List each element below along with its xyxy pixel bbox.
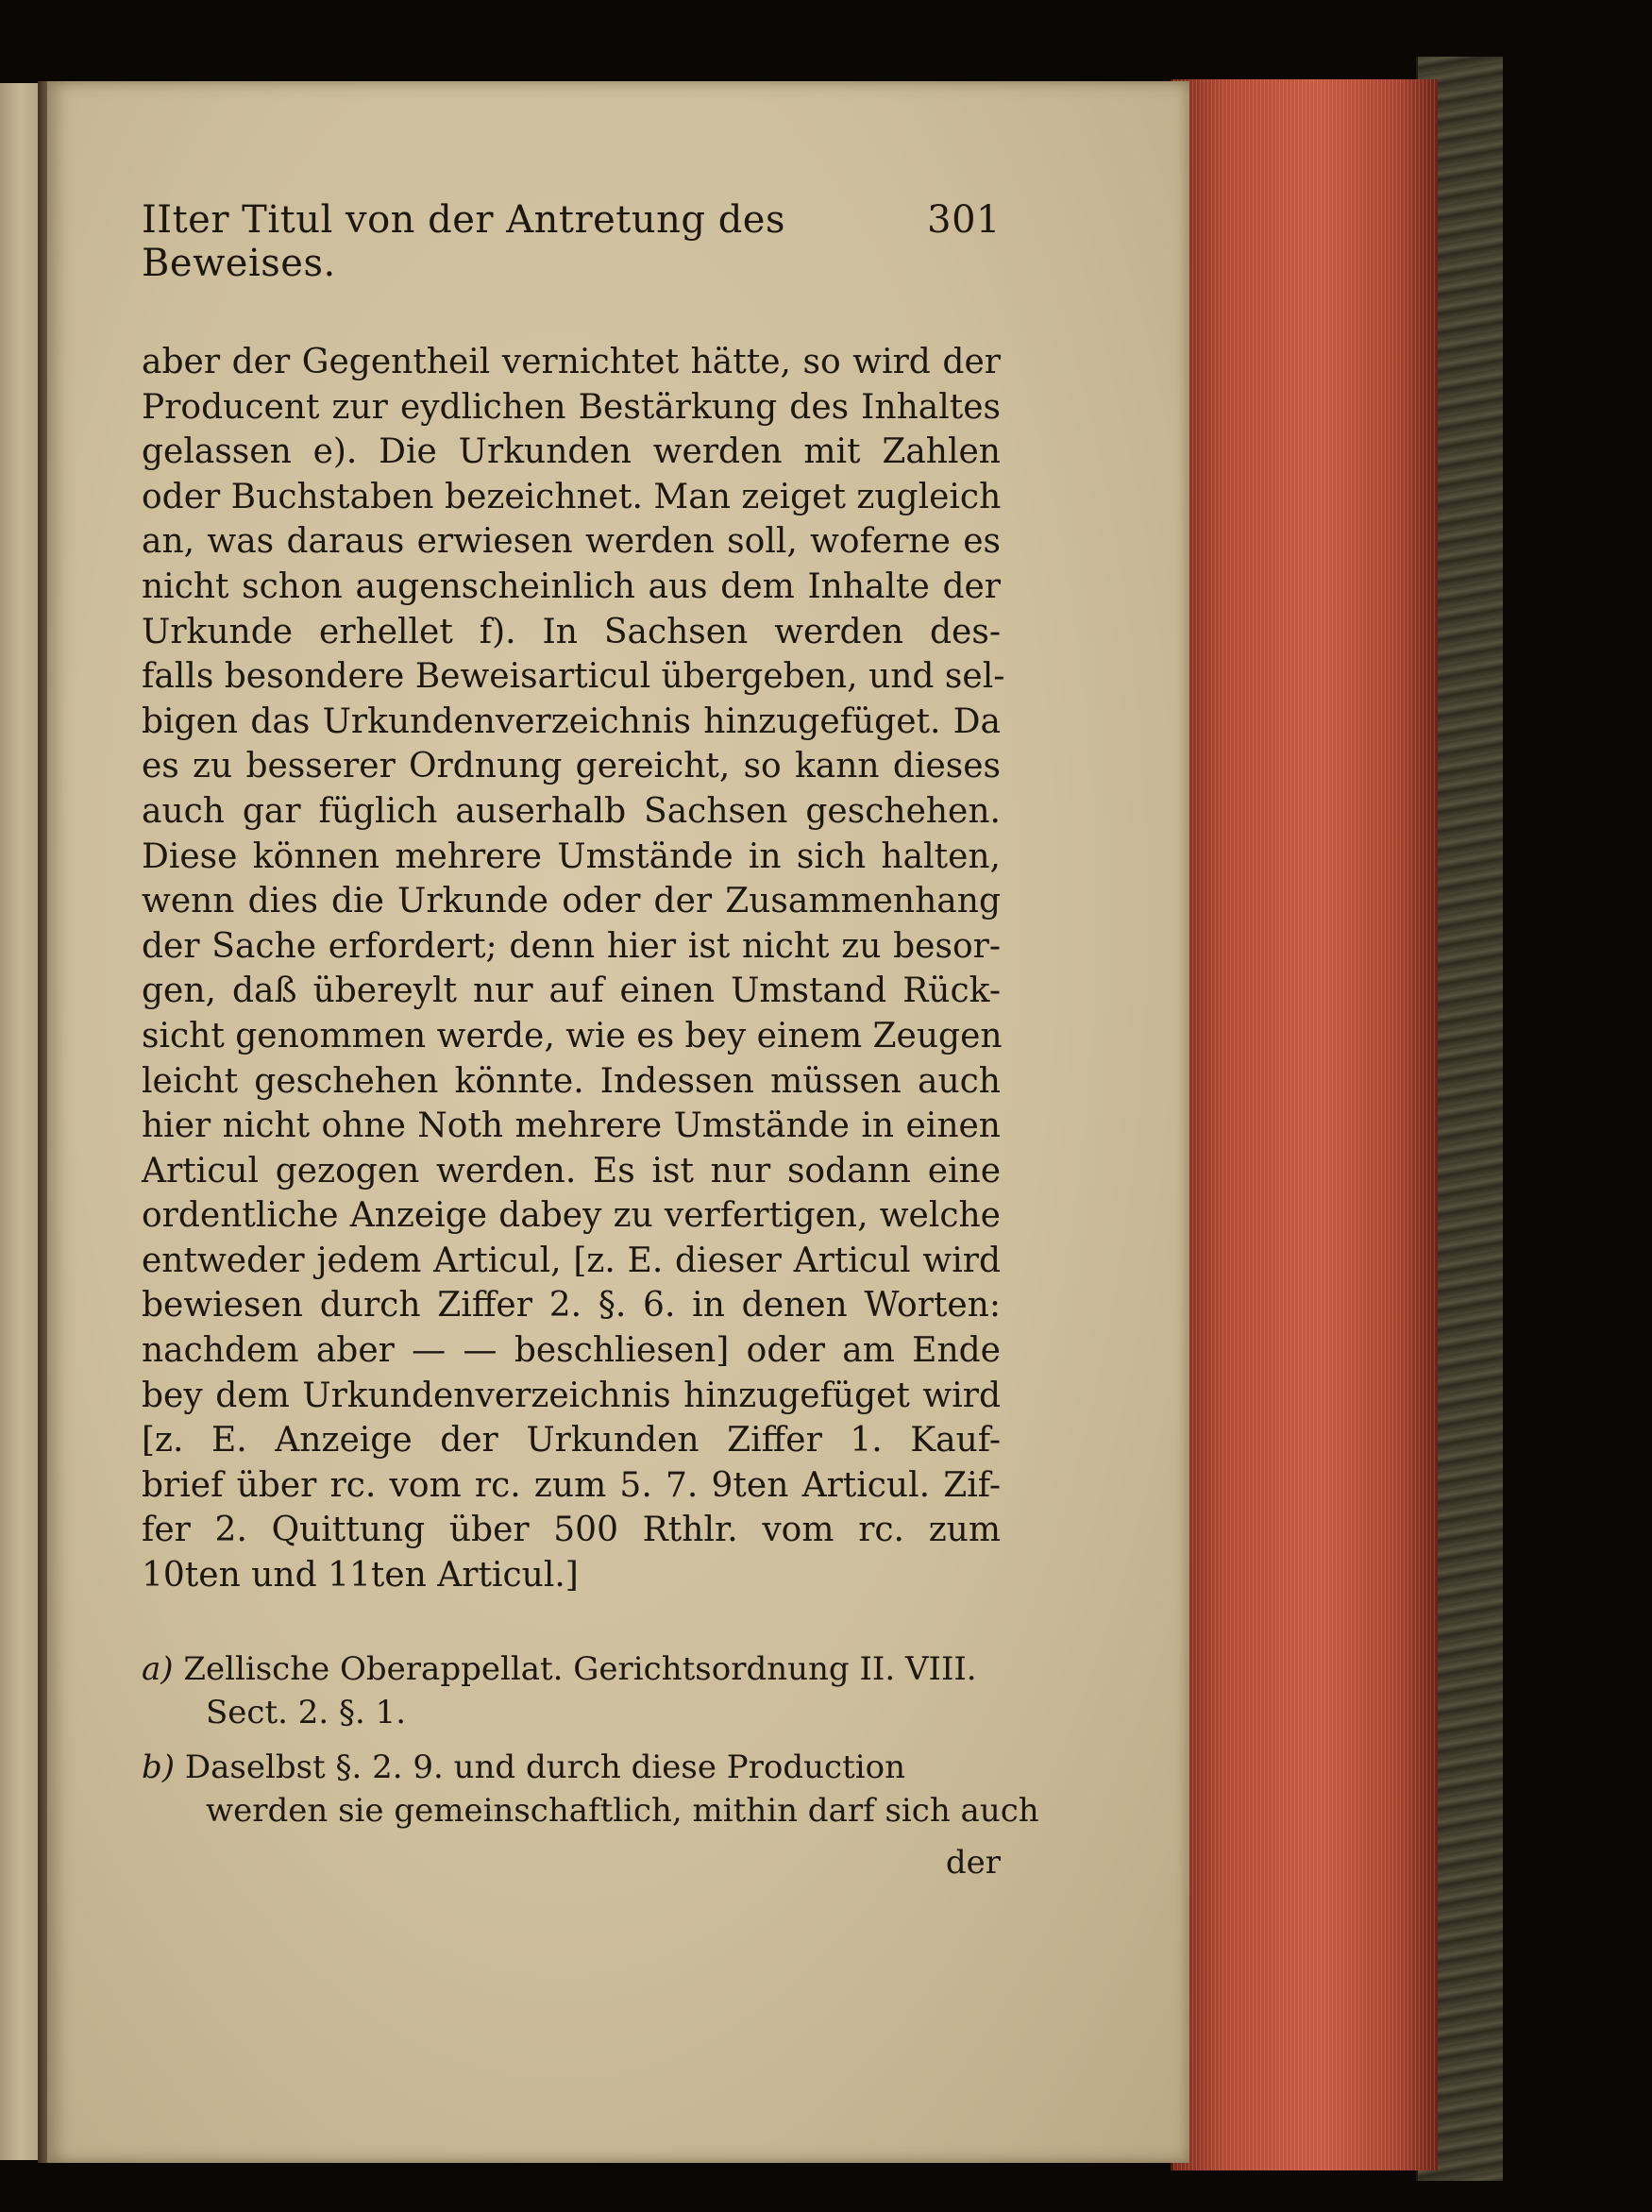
- body-line: an, was daraus erwiesen werden soll, woferne es: [142, 522, 1001, 562]
- red-page-edges: [1171, 79, 1438, 2170]
- body-line: leicht geschehen könnte. Indessen müssen auch: [142, 1061, 1001, 1101]
- body-line: Diese können mehrere Umstände in sich halten,: [142, 836, 1001, 876]
- body-line: brief über rc. vom rc. zum 5. 7. 9ten Articul. Zif-: [142, 1465, 1001, 1505]
- footnote-line: [142, 1746, 1001, 1789]
- body-line: entweder jedem Articul, [z. E. dieser Articul wird: [142, 1241, 1001, 1280]
- body-line: gen, daß übereylt nur auf einen Umstand Rück-: [142, 971, 1001, 1011]
- footnote-mark: a): [142, 1649, 174, 1688]
- body-line: falls besondere Beweisarticul übergeben, und sel-: [142, 657, 1005, 697]
- body-line: Urkunde erhellet f). In Sachsen werden des-: [142, 612, 1001, 651]
- footnote-line: [142, 1647, 1001, 1691]
- body-line: bey dem Urkundenverzeichnis hinzugefüget wird: [142, 1376, 1001, 1415]
- body-line: auch gar füglich auserhalb Sachsen geschehen.: [142, 791, 1001, 831]
- body-line: wenn dies die Urkunde oder der Zusammenhang: [142, 882, 1001, 921]
- footnote: [142, 1647, 1001, 1734]
- body-line: der Sache erfordert; denn hier ist nicht zu besor-: [142, 926, 1001, 966]
- body-line: oder Buchstaben bezeichnet. Man zeiget zugleich: [142, 477, 1002, 516]
- footnote: [142, 1746, 1039, 1832]
- footnote-text: Daselbst §. 2. 9. und durch diese Production: [184, 1748, 905, 1786]
- running-title: IIter Titul von der Antretung des Beweises.: [142, 198, 786, 285]
- footnote-text: Sect. 2. §. 1.: [206, 1693, 407, 1731]
- footnote-text: Zellische Oberappellat. Gerichtsordnung II. VIII.: [183, 1649, 977, 1688]
- page-number: 301: [927, 198, 1001, 242]
- running-header: [142, 198, 1001, 285]
- body-line: 10ten und 11ten Articul.]: [142, 1556, 579, 1596]
- body-line: hier nicht ohne Noth mehrere Umstände in einen: [142, 1106, 1001, 1146]
- footnote-mark: b): [142, 1748, 176, 1786]
- catchword: der: [945, 1843, 1001, 1882]
- previous-page-edge: [0, 83, 40, 2160]
- body-line: gelassen e). Die Urkunden werden mit Zahlen: [142, 432, 1001, 472]
- body-line: nachdem aber — — beschliesen] oder am Ende: [142, 1331, 1001, 1371]
- footnotes: [142, 1647, 1039, 1832]
- footnote-line: [142, 1691, 1001, 1734]
- body-line: bigen das Urkundenverzeichnis hinzugefüget. Da: [142, 701, 1001, 741]
- body-line: nicht schon augenscheinlich aus dem Inhalte der: [142, 566, 1001, 606]
- body-line: bewiesen durch Ziffer 2. §. 6. in denen Worten:: [142, 1286, 1001, 1326]
- page-content: [142, 198, 1039, 1882]
- body-line: sicht genommen werde, wie es bey einem Zeugen: [142, 1016, 1003, 1055]
- footnote-line: [142, 1789, 1039, 1832]
- body-line: aber der Gegentheil vernichtet hätte, so wird der: [142, 343, 1001, 381]
- body-text: [142, 340, 1005, 1598]
- body-line: Articul gezogen werden. Es ist nur sodann eine: [142, 1151, 1001, 1190]
- body-line: fer 2. Quittung über 500 Rthlr. vom rc. zum: [142, 1511, 1001, 1550]
- body-line: ordentliche Anzeige dabey zu verfertigen, welche: [142, 1196, 1001, 1236]
- body-line: Producent zur eydlichen Bestärkung des Inhaltes: [142, 387, 1001, 427]
- footnote-text: werden sie gemeinschaftlich, mithin darf sich auch: [206, 1791, 1039, 1830]
- body-line: es zu besserer Ordnung gereicht, so kann dieses: [142, 747, 1001, 786]
- body-line: [z. E. Anzeige der Urkunden Ziffer 1. Kauf-: [142, 1421, 1001, 1461]
